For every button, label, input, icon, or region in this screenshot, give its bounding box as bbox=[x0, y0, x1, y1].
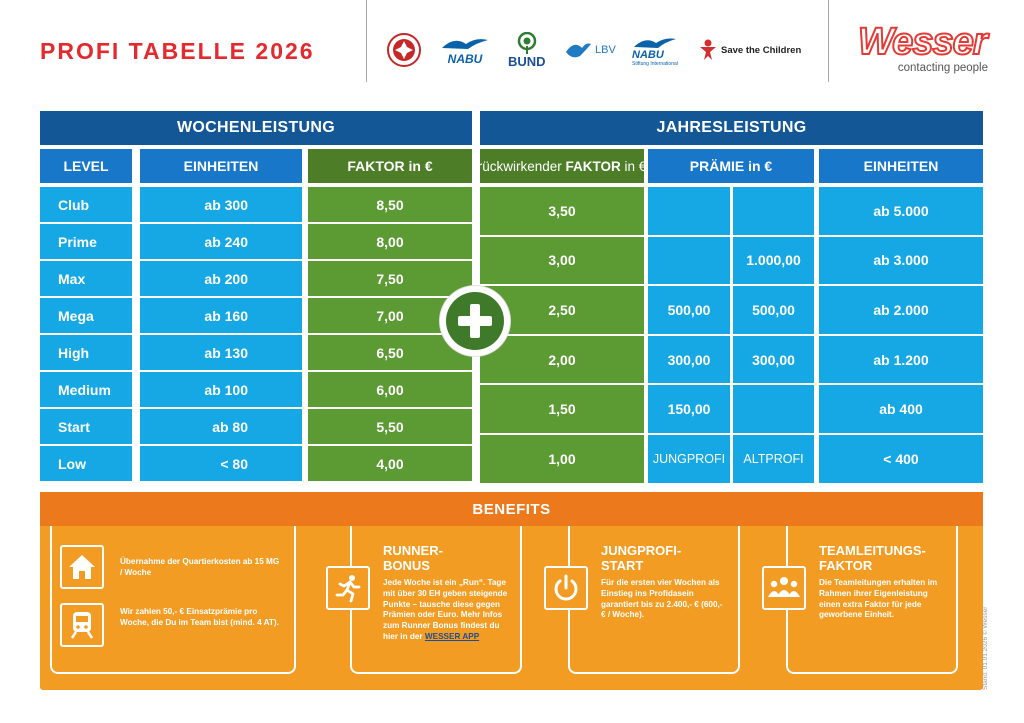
altprofi-bonus-cell: 300,00 bbox=[733, 336, 814, 384]
save-the-children-logo: Save the Children bbox=[698, 26, 801, 74]
commute-text: Wir zahlen 50,- € Einsatzprämie pro Woche, die Du im Team bist (mind. 4 AT). bbox=[120, 607, 279, 627]
units-cell: ab 240 bbox=[140, 224, 302, 259]
wesser-logo bbox=[858, 21, 988, 74]
version-stamp: Stand: 01.01.2026 © Wesser bbox=[982, 606, 989, 690]
level-cell: High bbox=[40, 335, 132, 370]
retro-factor-cell: 2,50 bbox=[480, 286, 644, 334]
header-retro-factor: rückwirkender FAKTOR in € bbox=[480, 149, 644, 183]
factor-cell: 7,00 bbox=[308, 298, 472, 333]
retro-factor-cell: 3,00 bbox=[480, 237, 644, 285]
partner-logos bbox=[380, 26, 820, 74]
team-title: TEAMLEITUNGS-FAKTOR bbox=[819, 543, 926, 573]
runner-title: RUNNER-BONUS bbox=[383, 543, 443, 573]
factor-cell: 4,00 bbox=[308, 446, 472, 481]
units-cell: ab 200 bbox=[140, 261, 302, 296]
units-cell: ab 300 bbox=[140, 187, 302, 222]
train-icon bbox=[60, 603, 104, 647]
team-icon bbox=[762, 566, 806, 610]
bund-logo: BUND bbox=[508, 26, 546, 74]
level-cell: Low bbox=[40, 446, 132, 481]
weekly-band-title: WOCHENLEISTUNG bbox=[40, 111, 472, 145]
header-units: EINHEITEN bbox=[140, 149, 302, 183]
level-cell: Start bbox=[40, 409, 132, 444]
jungprofi-bonus-cell bbox=[648, 187, 730, 235]
level-cell: Club bbox=[40, 187, 132, 222]
level-cell: Prime bbox=[40, 224, 132, 259]
johanniter-logo bbox=[386, 26, 422, 74]
factor-cell: 7,50 bbox=[308, 261, 472, 296]
power-icon bbox=[544, 566, 588, 610]
units-cell: ab 80 bbox=[140, 409, 302, 444]
yearly-units-cell: ab 1.200 bbox=[819, 336, 983, 384]
retro-factor-cell: 3,50 bbox=[480, 187, 644, 235]
jungprofi-bonus-cell bbox=[648, 237, 730, 285]
altprofi-bonus-cell: 500,00 bbox=[733, 286, 814, 334]
header-divider-left bbox=[366, 0, 367, 82]
jungprofi-bonus-cell: JUNGPROFI bbox=[648, 435, 730, 483]
factor-cell: 6,50 bbox=[308, 335, 472, 370]
yearly-units-cell: ab 3.000 bbox=[819, 237, 983, 285]
yearly-units-cell: ab 5.000 bbox=[819, 187, 983, 235]
level-cell: Medium bbox=[40, 372, 132, 407]
level-cell: Max bbox=[40, 261, 132, 296]
factor-cell: 8,00 bbox=[308, 224, 472, 259]
factor-cell: 5,50 bbox=[308, 409, 472, 444]
lbv-logo: LBV bbox=[564, 26, 616, 74]
runner-text: Jede Woche ist ein „Run“. Tage mit über 30 EH geben steigende Punkte – tausche diese gegen Prämien oder Euro. Mehr Infos zum Runner Bonus findest du hier in der WESSER APP bbox=[383, 578, 508, 641]
units-cell: ab 160 bbox=[140, 298, 302, 333]
retro-factor-cell: 2,00 bbox=[480, 336, 644, 384]
altprofi-bonus-cell: 1.000,00 bbox=[733, 237, 814, 285]
jungprofi-text: Für die ersten vier Wochen als Einstieg ins Profidasein garantiert bis zu 2.400,- € (600,- € / Woche). bbox=[601, 578, 723, 620]
yearly-band-title: JAHRESLEISTUNG bbox=[480, 111, 983, 145]
units-cell: ab 130 bbox=[140, 335, 302, 370]
quarters-text: Übernahme der Quartierkosten ab 15 MG / Woche bbox=[120, 557, 280, 577]
page-title: PROFI TABELLE 2026 bbox=[40, 38, 315, 64]
units-cell: < 80 bbox=[140, 446, 302, 481]
house-icon bbox=[60, 545, 104, 589]
header-bonus: PRÄMIE in € bbox=[648, 149, 814, 183]
jungprofi-bonus-cell: 500,00 bbox=[648, 286, 730, 334]
wesser-wordmark: Wesser bbox=[858, 21, 987, 63]
jungprofi-bonus-cell: 300,00 bbox=[648, 336, 730, 384]
factor-cell: 8,50 bbox=[308, 187, 472, 222]
altprofi-bonus-cell: ALTPROFI bbox=[733, 435, 814, 483]
plus-icon bbox=[440, 286, 510, 356]
nabu-international-logo: NABU Stiftung International bbox=[632, 26, 678, 74]
level-cell: Mega bbox=[40, 298, 132, 333]
header-divider-right bbox=[828, 0, 829, 82]
header-level: LEVEL bbox=[40, 149, 132, 183]
wesser-app-link[interactable]: WESSER APP bbox=[424, 631, 480, 641]
header-factor: FAKTOR in € bbox=[308, 149, 472, 183]
retro-factor-cell: 1,00 bbox=[480, 435, 644, 483]
yearly-units-cell: < 400 bbox=[819, 435, 983, 483]
altprofi-bonus-cell bbox=[733, 187, 814, 235]
benefits-title: BENEFITS bbox=[40, 492, 983, 526]
team-text: Die Teamleitungen erhalten im Rahmen ihrer Eigenleistung einen extra Faktor für jede geworbene Einheit. bbox=[819, 578, 938, 620]
wesser-tagline: contacting people bbox=[897, 62, 988, 74]
units-cell: ab 100 bbox=[140, 372, 302, 407]
retro-factor-cell: 1,50 bbox=[480, 385, 644, 433]
yearly-units-cell: ab 2.000 bbox=[819, 286, 983, 334]
jungprofi-bonus-cell: 150,00 bbox=[648, 385, 730, 433]
factor-cell: 6,00 bbox=[308, 372, 472, 407]
header-yearly-units: EINHEITEN bbox=[819, 149, 983, 183]
altprofi-bonus-cell bbox=[733, 385, 814, 433]
runner-icon bbox=[326, 566, 370, 610]
yearly-units-cell: ab 400 bbox=[819, 385, 983, 433]
nabu-logo: NABU bbox=[440, 26, 490, 74]
jungprofi-title: JUNGPROFI-START bbox=[601, 543, 682, 573]
